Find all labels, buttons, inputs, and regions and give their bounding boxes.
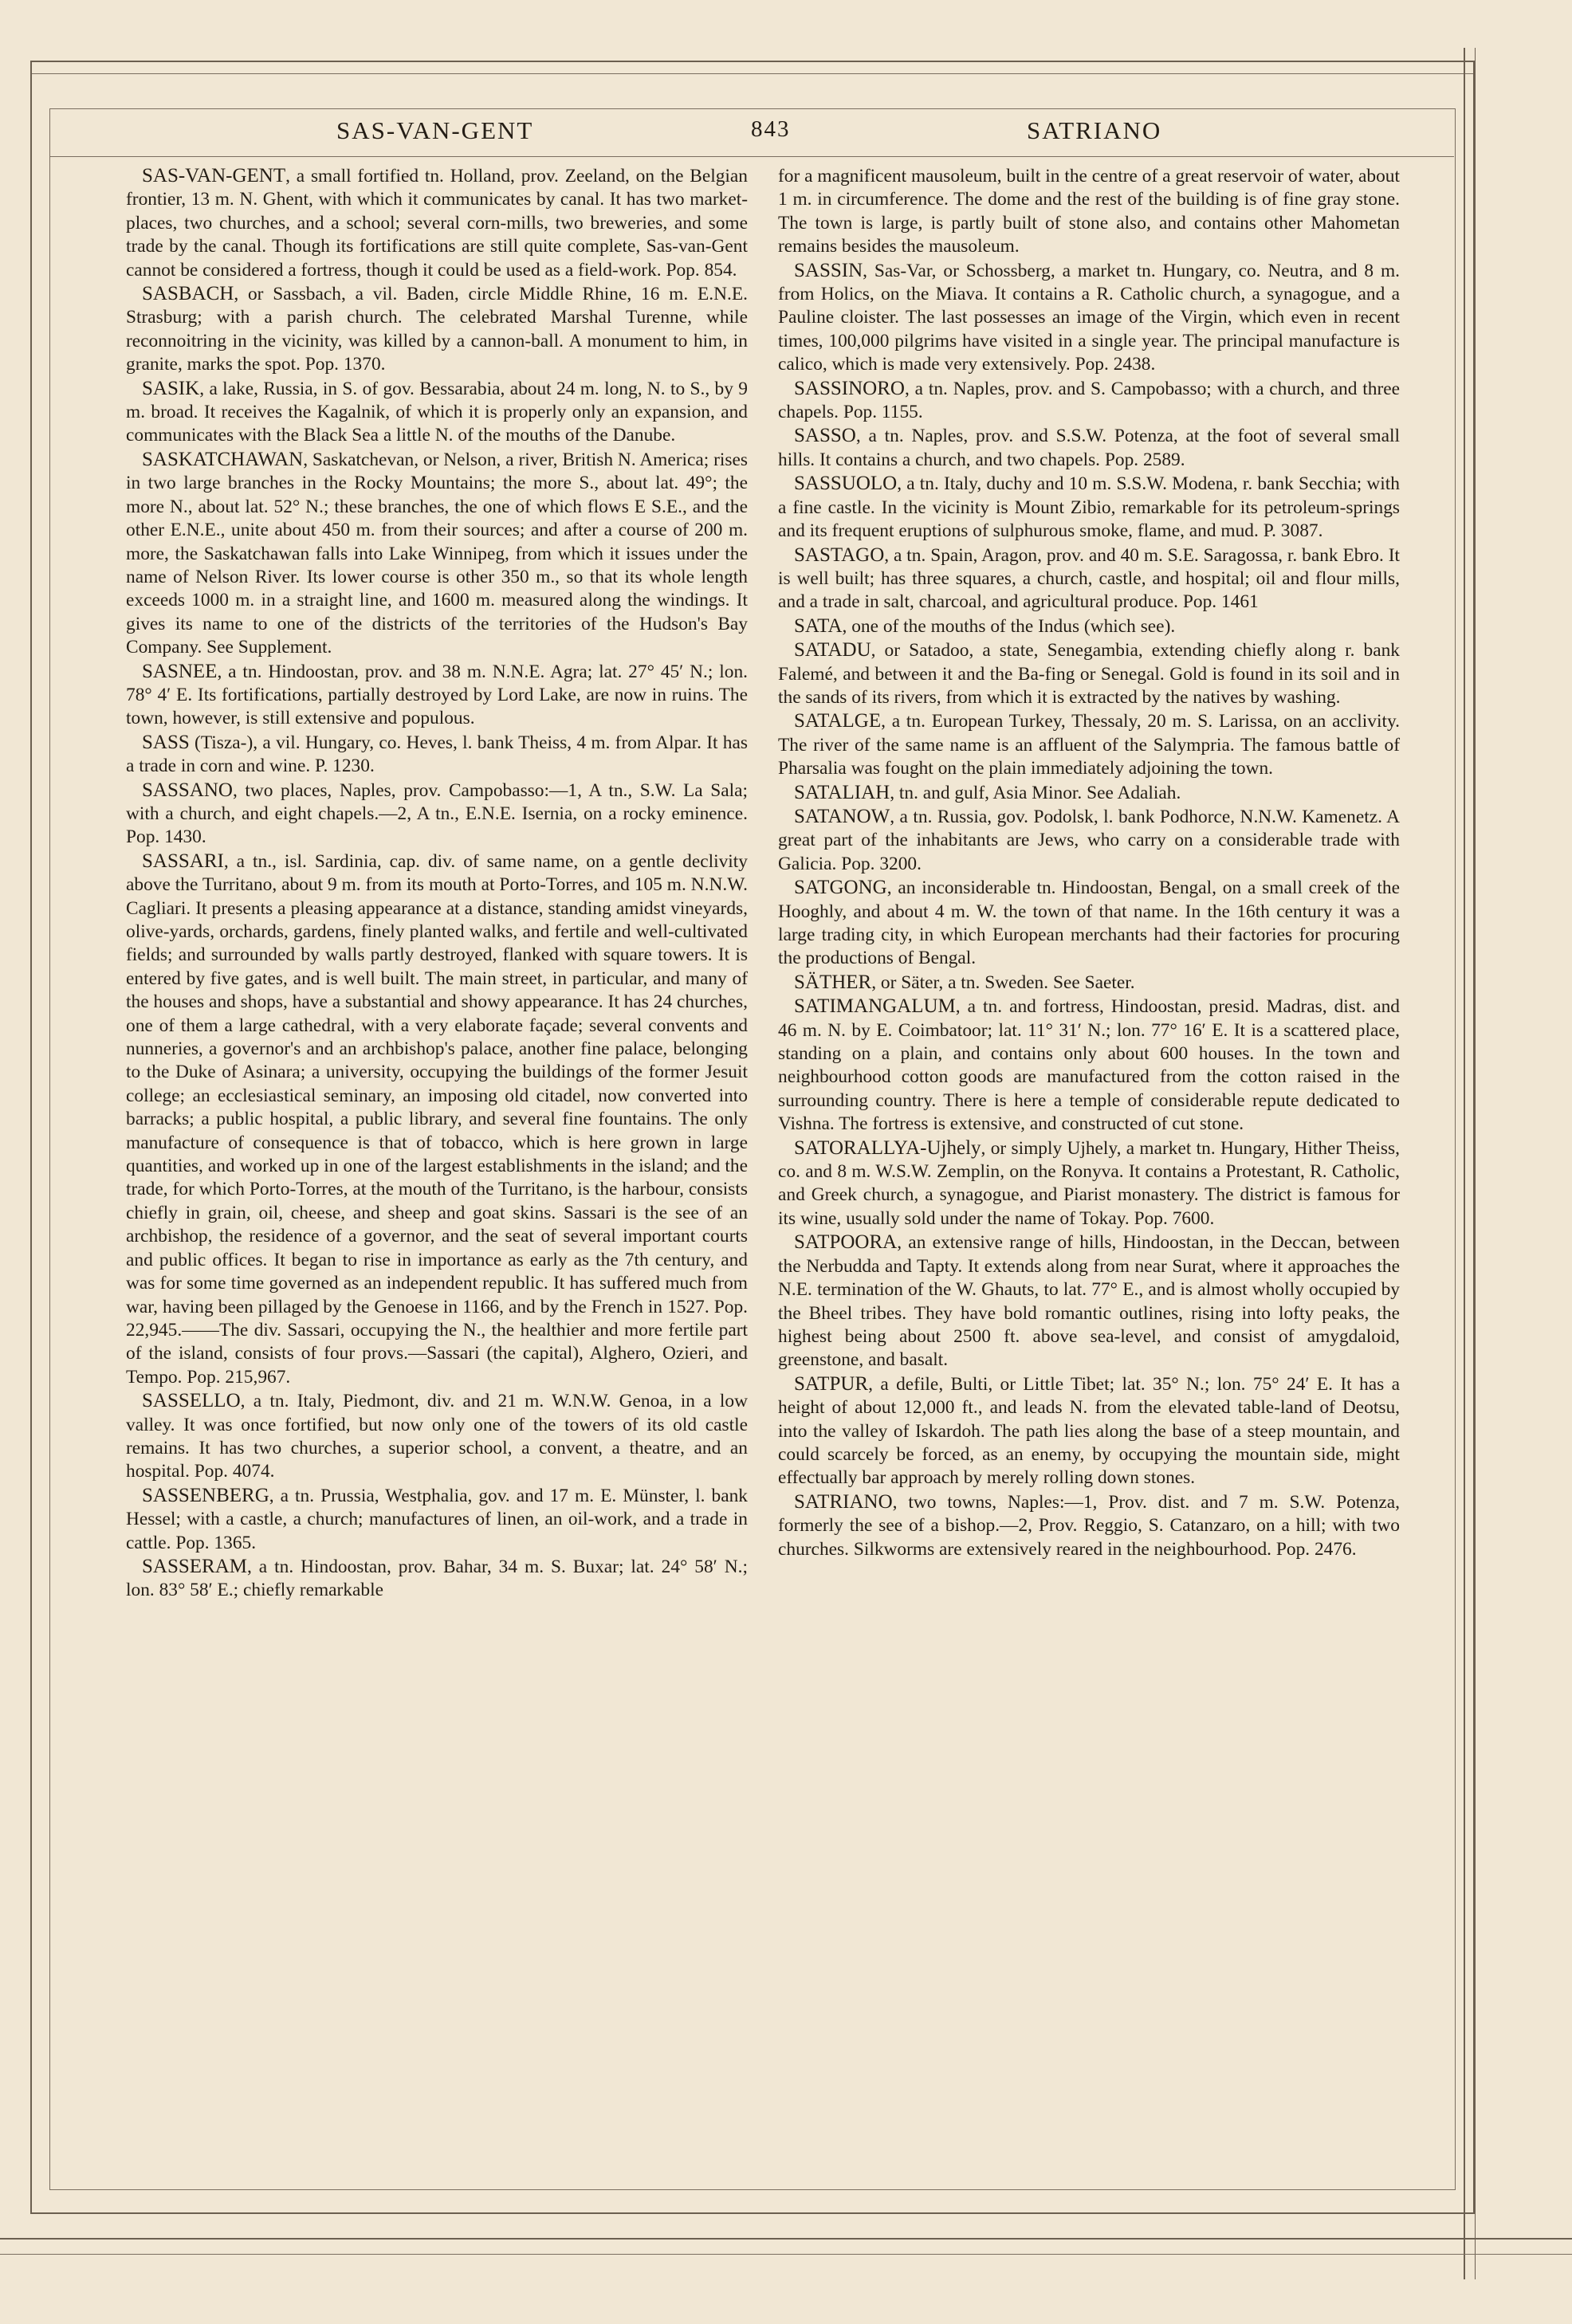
gazetteer-entry (778, 781, 1400, 805)
entry-text: , an inconsiderable tn. Hindoostan, Bengal, on a small creek of the Hooghly, and about 4 m. W. the town of that name. In the 16th century it was a large trading city, in which European merchants had their factories for procuring the productions of Bengal. (778, 877, 1400, 969)
gazetteer-entry (126, 1484, 748, 1555)
entry-headword: SASS (142, 731, 190, 753)
entry-text: , a tn. Naples, prov. and S. Campobasso; with a church, and three chapels. Pop. 1155. (778, 378, 1400, 423)
entry-headword: SATPOORA (794, 1231, 898, 1254)
entry-text: (Tisza-), a vil. Hungary, co. Heves, l. bank Theiss, 4 m. from Alpar. It has a trade in corn and wine. P. 1230. (126, 732, 748, 777)
entry-text: , a small fortified tn. Holland, prov. Zeeland, on the Belgian frontier, 13 m. N. Ghent, with which it communicates by canal. It has two market-places, two churches, and a school; several corn-mills, two breweries, and some trade by the canal. Though its fortifications are still quite complete, Sas-van-Gent cannot be considered a fortress, though it could be used as a field-work. Pop. 854. (126, 166, 748, 281)
gazetteer-entry (126, 1555, 748, 1603)
entry-headword: SASNEE (142, 660, 218, 682)
entry-text: , Saskatchevan, or Nelson, a river, British N. America; rises in two large branches in the Rocky Mountains; the more S., about lat. 49°; the more N., about lat. 52° N.; these branches, the one of which flows E S.E., and the other E.N.E., unite about 450 m. from their sources; and after a course of 200 m. more, the Saskatchawan falls into Lake Winnipeg, from which it issues under the name of Nelson River. Its lower course is other 350 m., so that its whole length exceeds 1000 m. in a straight line, and 1600 m. measured along the windings. It gives its name to one of the districts of the territories of the Hudson's Bay Company. See Supplement. (126, 449, 748, 658)
entry-headword: SATA (794, 614, 843, 637)
gazetteer-entry (778, 638, 1400, 709)
entry-headword: SASIK (142, 377, 200, 399)
entry-text: , a tn. Spain, Aragon, prov. and 40 m. S.E. Saragossa, r. bank Ebro. It is well built; has three squares, a church, castle, and hospital; oil and flour mills, and a trade in salt, charcoal, and agricultural produce. Pop. 1461 (778, 544, 1400, 613)
gazetteer-entry (778, 995, 1400, 1136)
entry-text: for a magnificent mausoleum, built in the centre of a great reservoir of water, about 1 m. in circumference. The dome and the rest of the building is of fine gray stone. The town is large, is partly built of stone also, and contains other Mahometan remains besides the mausoleum. (778, 166, 1400, 257)
page-number: 843 (751, 116, 791, 142)
entry-headword: SAS-VAN-GENT (142, 165, 286, 186)
entry-text: , tn. and gulf, Asia Minor. See Adaliah. (890, 782, 1181, 803)
entry-headword: SATADU (794, 639, 871, 661)
entry-text: , a tn. Italy, duchy and 10 m. S.S.W. Modena, r. bank Secchia; with a fine castle. In the vicinity is Mount Zibio, remarkable for its petroleum-springs and its frequent eruptions of sulphurous smoke, flame, and mud. P. 3087. (778, 473, 1400, 542)
entry-headword: SASSO (794, 425, 856, 447)
gazetteer-entry (126, 660, 748, 731)
entry-text: , or Sassbach, a vil. Baden, circle Middle Rhine, 16 m. E.N.E. Strasburg; with a parish church. The celebrated Marshal Turenne, while reconnoitring in the vicinity, was killed by a cannon-ball. A monument to him, in granite, marks the spot. Pop. 1370. (126, 284, 748, 375)
gazetteer-entry (126, 850, 748, 1389)
right-column (778, 164, 1400, 1561)
entry-text: , Sas-Var, or Schossberg, a market tn. Hungary, co. Neutra, and 8 m. from Holics, on the Miava. It contains a R. Catholic church, a synagogue, and a Pauline cloister. The last possesses an image of the Virgin, which even in recent times, 100,000 pilgrims have visited in a single year. The principal manufacture is calico, which is made very extensively. Pop. 2438. (778, 260, 1400, 375)
gazetteer-entry (778, 1372, 1400, 1490)
gazetteer-entry (778, 259, 1400, 377)
entry-headword: SASSELLO (142, 1390, 241, 1412)
gazetteer-entry (126, 164, 748, 282)
entry-headword: SATPUR (794, 1372, 869, 1395)
gazetteer-entry (778, 971, 1400, 995)
gazetteer-entry (778, 614, 1400, 638)
gazetteer-entry (778, 377, 1400, 425)
running-header (49, 112, 1454, 151)
entry-headword: SASSERAM (142, 1555, 247, 1577)
entry-headword: SATRIANO (794, 1490, 893, 1513)
entry-text: , one of the mouths of the Indus (which see). (842, 615, 1176, 637)
gazetteer-entry (126, 377, 748, 448)
entry-text: , an extensive range of hills, Hindoostan, in the Deccan, between the Nerbudda and Tapty. It extends along from near Surat, where it approaches the N.E. termination of the W. Ghauts, to lat. 77° E., and is almost wholly occupied by the Bheel tribes. They have bold romantic outlines, rising into lofty peaks, the highest being about 2500 ft. above sea-level, and consist of amygdaloid, greenstone, and basalt. (778, 1232, 1400, 1371)
entry-text: , a tn. Hindoostan, prov. and 38 m. N.N.E. Agra; lat. 27° 45′ N.; lon. 78° 4′ E. Its fortifications, partially destroyed by Lord Lake, are now in ruins. The town, however, is still extensive and populous. (126, 661, 748, 729)
gazetteer-entry (126, 731, 748, 779)
gazetteer-entry (126, 779, 748, 850)
entry-text: , two towns, Naples:—1, Prov. dist. and 7 m. S.W. Potenza, formerly the see of a bishop.—2, Prov. Reggio, S. Catanzaro, on a hill; with two churches. Silkworms are extensively reared in the neighbourhood. Pop. 2476. (778, 1491, 1400, 1560)
gazetteer-entry (778, 876, 1400, 971)
entry-headword: SASSIN (794, 259, 863, 281)
gazetteer-entry (778, 709, 1400, 780)
entry-headword: SASBACH (142, 283, 234, 305)
gazetteer-entry (778, 1136, 1400, 1231)
entry-text: , a defile, Bulti, or Little Tibet; lat. 35° N.; lon. 75° 24′ E. It has a height of about 12,000 ft., and leads N. from the elevated table-land of Deotsu, into the valley of Iskardoh. The path lies along the base of a steep mountain, and could scarcely be forced, as an enemy, by occupying the mountain side, might effectually bar approach by merely rolling down stones. (778, 1373, 1400, 1489)
entry-headword: SASSINORO (794, 377, 905, 399)
gazetteer-entry (126, 1389, 748, 1484)
right-margin-rule (1464, 48, 1465, 2279)
left-column (126, 164, 748, 1603)
entry-headword: SATGONG (794, 877, 887, 899)
gazetteer-entry (778, 805, 1400, 876)
entry-text: , a tn. Italy, Piedmont, div. and 21 m. W.N.W. Genoa, in a low valley. It was once fortified, but now only one of the towers of its old castle remains. It has two churches, a superior school, a convent, a theatre, and an hospital. Pop. 4074. (126, 1391, 748, 1482)
entry-text: , a tn. Naples, prov. and S.S.W. Potenza, at the foot of several small hills. It contains a church, and two chapels. Pop. 2589. (778, 426, 1400, 470)
entry-headword: SASSENBERG (142, 1484, 269, 1506)
entry-headword: SÄTHER (794, 971, 872, 993)
entry-text: , a tn., isl. Sardinia, cap. div. of same name, on a gentle declivity above the Turritano, about 9 m. from its mouth at Porto-Torres, and 105 m. N.N.W. Cagliari. It presents a pleasing appearance at a distance, standing amidst vineyards, olive-yards, orchards, gardens, finely planted walks, and fertile and well-cultivated fields; and surrounded by walls partly destroyed, flanked with square towers. It is entered by five gates, and is well built. The main street, in particular, and many of the houses and shops, have a substantial and showy appearance. It has 24 churches, one of them a large cathedral, with a very elaborate façade; several convents and nunneries, a governor's and an archbishop's palace, another fine palace, belonging to the Duke of Asinara; a university, occupying the buildings of the former Jesuit college; an ecclesiastical seminary, an imposing old citadel, now converted into barracks; a public hospital, a public library, and several fine fountains. The only manufacture of consequence is that of tobacco, which is here grown in large quantities, and worked up in one of the largest establishments in the island; and the trade, for which Porto-Torres, at the mouth of the Turritano, is the harbour, consists chiefly in grain, oil, cheese, and sheep and goat skins. Sassari is the see of an archbishop, the residence of a governor, and the seat of several important courts and public offices. It began to rise in importance as early as the 7th century, and was for some time governed as an independent republic. It has suffered much from war, having been pillaged by the Genoese in 1166, and by the French in 1527. Pop. 22,945.——The div. Sassari, occupying the N., the healthier and more fertile part of the island, consists of four provs.—Sassari (the capital), Alghero, Ozieri, and Tempo. Pop. 215,967. (126, 850, 748, 1388)
entry-headword: SASSUOLO (794, 473, 898, 495)
header-left-catchword: SAS-VAN-GENT (336, 116, 534, 144)
entry-text: , a lake, Russia, in S. of gov. Bessarabia, about 24 m. long, N. to S., by 9 m. broad. It receives the Kagalnik, of which it is properly only an expansion, and communicates with the Black Sea a little N. of the mouths of the Danube. (126, 378, 748, 446)
entry-text: , a tn. Prussia, Westphalia, gov. and 17 m. E. Münster, l. bank Hessel; with a castle, a church; manufactures of linen, an oil-work, and a trade in cattle. Pop. 1365. (126, 1485, 748, 1553)
entry-text: , or Säter, a tn. Sweden. See Saeter. (871, 972, 1135, 993)
header-rule (49, 156, 1454, 157)
header-right-catchword: SATRIANO (1027, 116, 1162, 144)
gazetteer-entry (778, 164, 1400, 259)
entry-text: , a tn. Russia, gov. Podolsk, l. bank Podhorce, N.N.W. Kamenetz. A great part of the inhabitants are Jews, who carry on a considerable trade with Galicia. Pop. 3200. (778, 806, 1400, 874)
entry-text: , a tn. and fortress, Hindoostan, presid. Madras, dist. and 46 m. N. by E. Coimbatoor; lat. 11° 31′ N.; lon. 77° 16′ E. It is a scattered place, standing on a plain, and contains only about 600 houses. In the town and neighbourhood cotton goods are manufactured from the cotton raised in the surrounding country. There is here a temple of considerable repute dedicated to Vishna. The fortress is extensive, and constructed of cut stone. (778, 996, 1400, 1135)
gazetteer-entry (126, 448, 748, 660)
bottom-border-rule (0, 2238, 1572, 2240)
gazetteer-entry (778, 424, 1400, 472)
entry-text: , or simply Ujhely, a market tn. Hungary, Hither Theiss, co. and 8 m. W.S.W. Zemplin, on the Ronyva. It contains a Protestant, R. Catholic, and Greek church, a synagogue, and Piarist monastery. The district is famous for its wine, usually sold under the name of Tokay. Pop. 7600. (778, 1137, 1400, 1229)
right-margin-rule-thin (1475, 48, 1476, 2279)
entry-headword: SASSARI (142, 850, 224, 872)
gazetteer-entry (126, 282, 748, 377)
entry-text: , two places, Naples, prov. Campobasso:—1, A tn., S.W. La Sala; with a church, and eight chapels.—2, A tn., E.N.E. Isernia, on a rocky eminence. Pop. 1430. (126, 779, 748, 848)
entry-text: , a tn. European Turkey, Thessaly, 20 m. S. Larissa, on an acclivity. The river of the same name is an affluent of the Salympria. The famous battle of Pharsalia was fought on the plain immediately adjoining the town. (778, 711, 1400, 779)
bottom-border-rule-thin (0, 2254, 1572, 2255)
entry-headword: SASTAGO (794, 544, 885, 566)
gazetteer-entry (778, 544, 1400, 614)
entry-headword: SATALIAH (794, 781, 890, 803)
entry-headword: SASKATCHAWAN (142, 448, 304, 470)
entry-headword: SATALGE (794, 710, 882, 732)
gazetteer-entry (778, 1231, 1400, 1372)
entry-headword: SATANOW (794, 805, 890, 827)
gazetteer-entry (778, 472, 1400, 543)
entry-headword: SATORALLYA-Ujhely (794, 1136, 981, 1159)
entry-headword: SATIMANGALUM (794, 995, 956, 1018)
entry-text: , a tn. Hindoostan, prov. Bahar, 34 m. S. Buxar; lat. 24° 58′ N.; lon. 83° 58′ E.; chiefly remarkable (126, 1556, 748, 1601)
gazetteer-entry (778, 1490, 1400, 1561)
entry-text: , or Satadoo, a state, Senegambia, extending chiefly along r. bank Falemé, and between it and the Ba-fing or Senegal. Gold is found in its soil and in the sands of its rivers, from which it is extracted by the natives by washing. (778, 640, 1400, 708)
entry-headword: SASSANO (142, 779, 233, 801)
